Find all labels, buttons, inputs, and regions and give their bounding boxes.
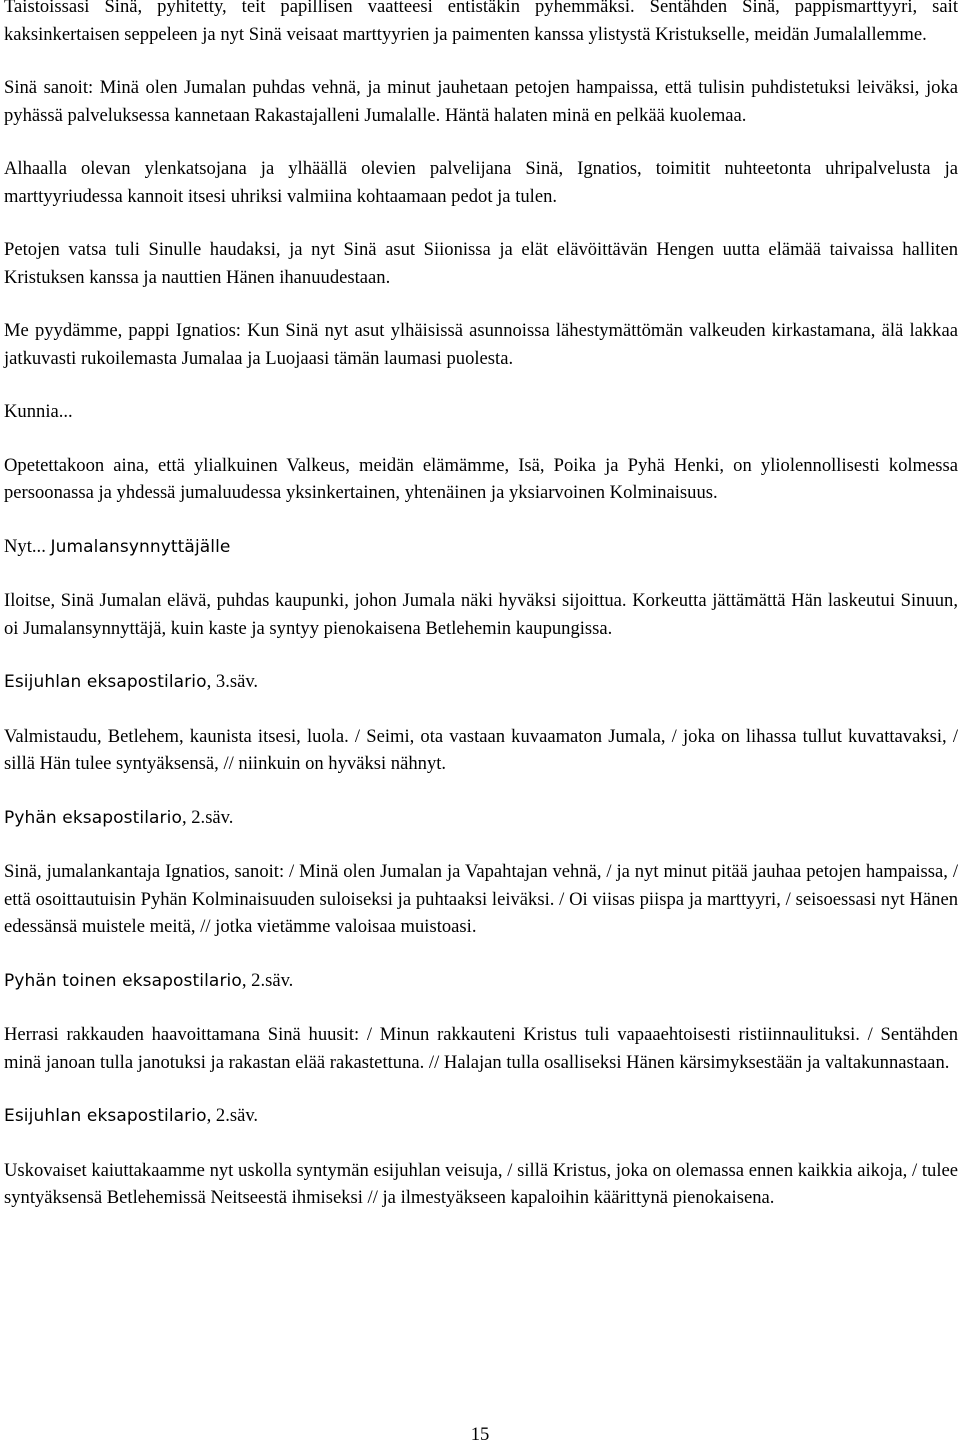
section-heading-label: Esijuhlan eksapostilario: [4, 1106, 207, 1126]
section-heading-suffix: , 3.säv.: [206, 671, 259, 692]
section-heading-suffix: , 2.säv.: [181, 806, 234, 828]
section-text: Valmistaudu, Betlehem, kaunista itsesi, luola. / Seimi, ota vastaan kuvaamaton Jumala, / joka on lihassa tullut kuvattavaksi, / sillä Hän tulee syntyäksensä, // niinkuin on hyväksi nähnyt.: [4, 725, 958, 774]
section-text: Uskovaiset kaiuttakaamme nyt uskolla syntymän esijuhlan veisuja, / sillä Kristus, joka on olemassa ennen kaikkia aikoja, / tulee syntyäksensä Betlehemissä Neitseestä ihmiseksi // ja ilmestyäkseen kapaloihin käärittynä pienokaisena.: [4, 1159, 958, 1208]
section-text: Iloitse, Sinä Jumalan elävä, puhdas kaupunki, johon Jumala näki hyväksi sijoittua. Korkeutta jättämättä Hän laskeutui Sinuun, oi Jumalansynnyttäjä, kuin kaste ja syntyy pienokaisena Betlehemin kaupungissa.: [4, 590, 958, 639]
paragraph: Alhaalla olevan ylenkatsojana ja ylhäällä olevien palvelijana Sinä, Ignatios, toimitit nuhteetonta uhripalvelusta ja marttyyriudessa kannoit itsesi uhriksi valmiina kohtaamaan pedot ja tulen.: [4, 158, 958, 207]
section-heading: [4, 1102, 958, 1131]
section-heading-suffix: , 2.säv.: [241, 969, 294, 991]
section-heading-label: Pyhän toinen eksapostilario: [4, 970, 242, 991]
nyt-line: [4, 533, 958, 562]
section-heading: [4, 668, 958, 697]
paragraph: Opetettakoon aina, että ylialkuinen Valkeus, meidän elämämme, Isä, Poika ja Pyhä Henki, on yliolennollisesti kolmessa persoonassa ja yhdessä jumaluudessa yksinkertainen, yhtenäinen ja yksiarvoinen Kolminaisuus.: [4, 454, 958, 503]
page-number: 15: [470, 1424, 490, 1445]
paragraph: Taistoissasi Sinä, pyhitetty, teit papillisen vaatteesi entistäkin pyhemmäksi. Sentähden Sinä, pappismarttyyri, sait kaksinkertaisen seppeleen ja nyt Sinä veisaat marttyyrien ja paimenten kanssa ylistystä Kristukselle, meidän Jumalallemme.: [4, 0, 958, 45]
section-heading-suffix: , 2.säv.: [206, 1105, 259, 1126]
section-heading-label: Jumalansynnyttäjälle: [50, 536, 231, 557]
document-page: [4, 0, 958, 1238]
section-text: Sinä, jumalankantaja Ignatios, sanoit: / Minä olen Jumalan ja Vapahtajan vehnä, / ja nyt minut pitää jauhaa petojen hampaissa, / että osoittautuisin Pyhän Kolminaisuuden suloiseksi ja puhtaaksi leiväksi. / Oi viisas piispa ja marttyyri, / seisoessasi nyt Hänen edessänsä muistele meitä, // jotka vietämme valoisaa muistoasi.: [4, 861, 958, 937]
paragraph: Petojen vatsa tuli Sinulle haudaksi, ja nyt Sinä asut Siionissa ja elät elävöittävän Hengen uutta elämää taivaissa halliten Kristuksen kanssa ja nauttien Hänen ihanuudestaan.: [4, 239, 958, 288]
paragraph: Me pyydämme, pappi Ignatios: Kun Sinä nyt asut ylhäisissä asunnoissa lähestymättömän valkeuden kirkastamana, älä lakkaa jatkuvasti rukoilemasta Jumalaa ja Luojaasi tämän laumasi puolesta.: [4, 320, 958, 369]
section-heading: [4, 804, 958, 833]
paragraph: Sinä sanoit: Minä olen Jumalan puhdas vehnä, ja minut jauhetaan petojen hampaissa, että tulisin puhdistetuksi leiväksi, joka pyhässä palveluksessa kannetaan Rakastajalleni Jumalalle. Häntä halaten minä en pelkää kuolemaa.: [4, 77, 958, 126]
section-text: Herrasi rakkauden haavoittamana Sinä huusit: / Minun rakkauteni Kristus tuli vapaaehtoisesti ristiinnaulituksi. / Sentähden minä janoan tulla janotuksi ja rakastan elää rakastettuna. // Halajan tulla osalliseksi Hänen kärsimyksestään ja valtakunnastaan.: [4, 1024, 958, 1073]
section-heading-label: Esijuhlan eksapostilario: [4, 672, 207, 692]
section-heading: [4, 967, 958, 996]
section-heading-label: Pyhän eksapostilario: [4, 807, 182, 828]
kunnia-line: Kunnia...: [4, 401, 73, 422]
nyt-prefix: Nyt...: [4, 535, 51, 557]
